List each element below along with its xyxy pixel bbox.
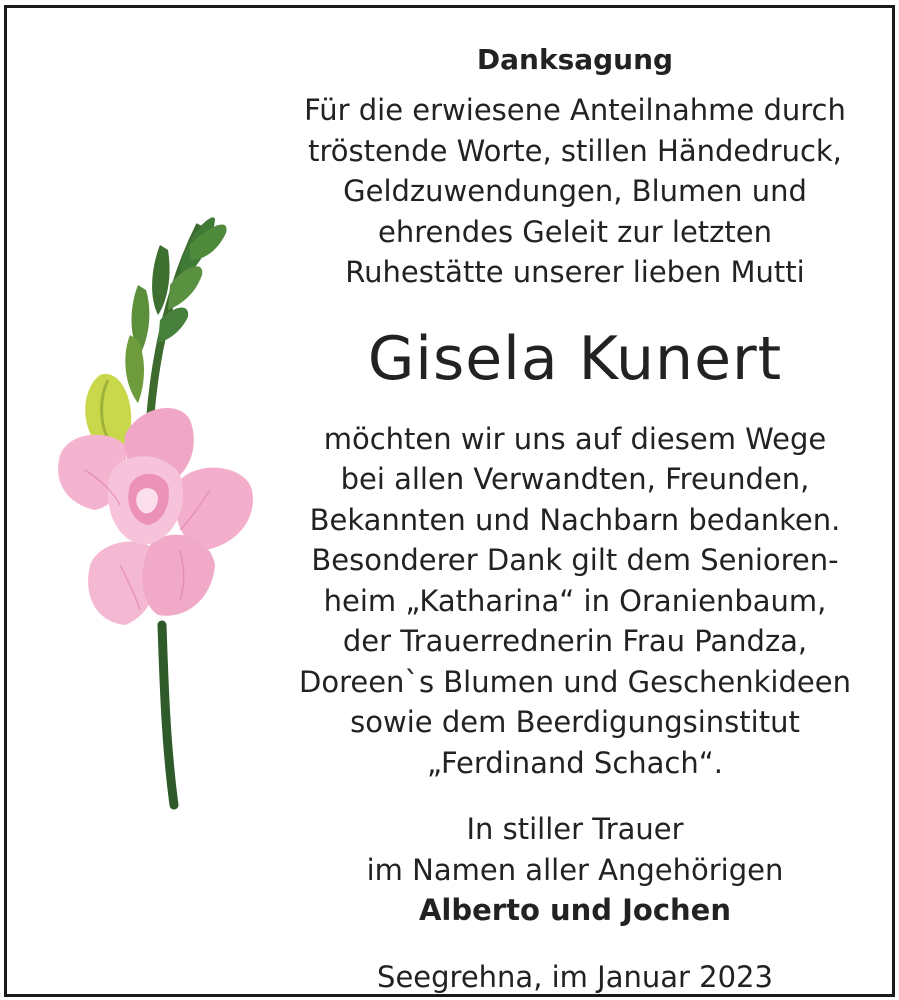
body-line: Doreen`s Blumen und Geschenkideen xyxy=(299,664,851,699)
body-line: heim „Katharina“ in Oranienbaum, xyxy=(323,583,827,618)
thanks-paragraph xyxy=(270,419,880,784)
intro-line: Geldzuwendungen, Blumen und xyxy=(343,174,807,208)
intro-line: tröstende Worte, stillen Händedruck, xyxy=(308,133,842,168)
intro-line: ehrendes Geleit zur letzten xyxy=(378,214,772,249)
intro-line: Ruhestätte unserer lieben Mutti xyxy=(345,255,805,289)
signature-line: In stiller Trauer xyxy=(466,812,684,846)
signature-block xyxy=(270,809,880,931)
notice-text xyxy=(270,40,880,997)
body-line: möchten wir uns auf diesem Wege xyxy=(323,421,827,456)
deceased-name: Gisela Kunert xyxy=(367,323,783,394)
body-line: sowie dem Beerdigungsinstitut xyxy=(350,705,800,739)
body-line: Bekannten und Nachbarn bedanken. xyxy=(309,502,841,537)
intro-line: Für die erwiesene Anteilnahme durch xyxy=(304,93,846,127)
signature-line: im Namen aller Angehörigen xyxy=(366,852,784,887)
body-line: Besonderer Dank gilt dem Senioren- xyxy=(311,543,839,577)
intro-paragraph xyxy=(270,90,880,293)
body-line: bei allen Verwandten, Freunden, xyxy=(340,462,810,496)
body-line: der Trauerrednerin Frau Pandza, xyxy=(342,624,808,658)
body-line: „Ferdinand Schach“. xyxy=(426,745,724,780)
place-date: Seegrehna, im Januar 2023 xyxy=(377,959,773,994)
pink-freesia-flower-icon xyxy=(40,205,270,815)
notice-heading: Danksagung xyxy=(476,43,674,76)
signers: Alberto und Jochen xyxy=(418,893,731,927)
